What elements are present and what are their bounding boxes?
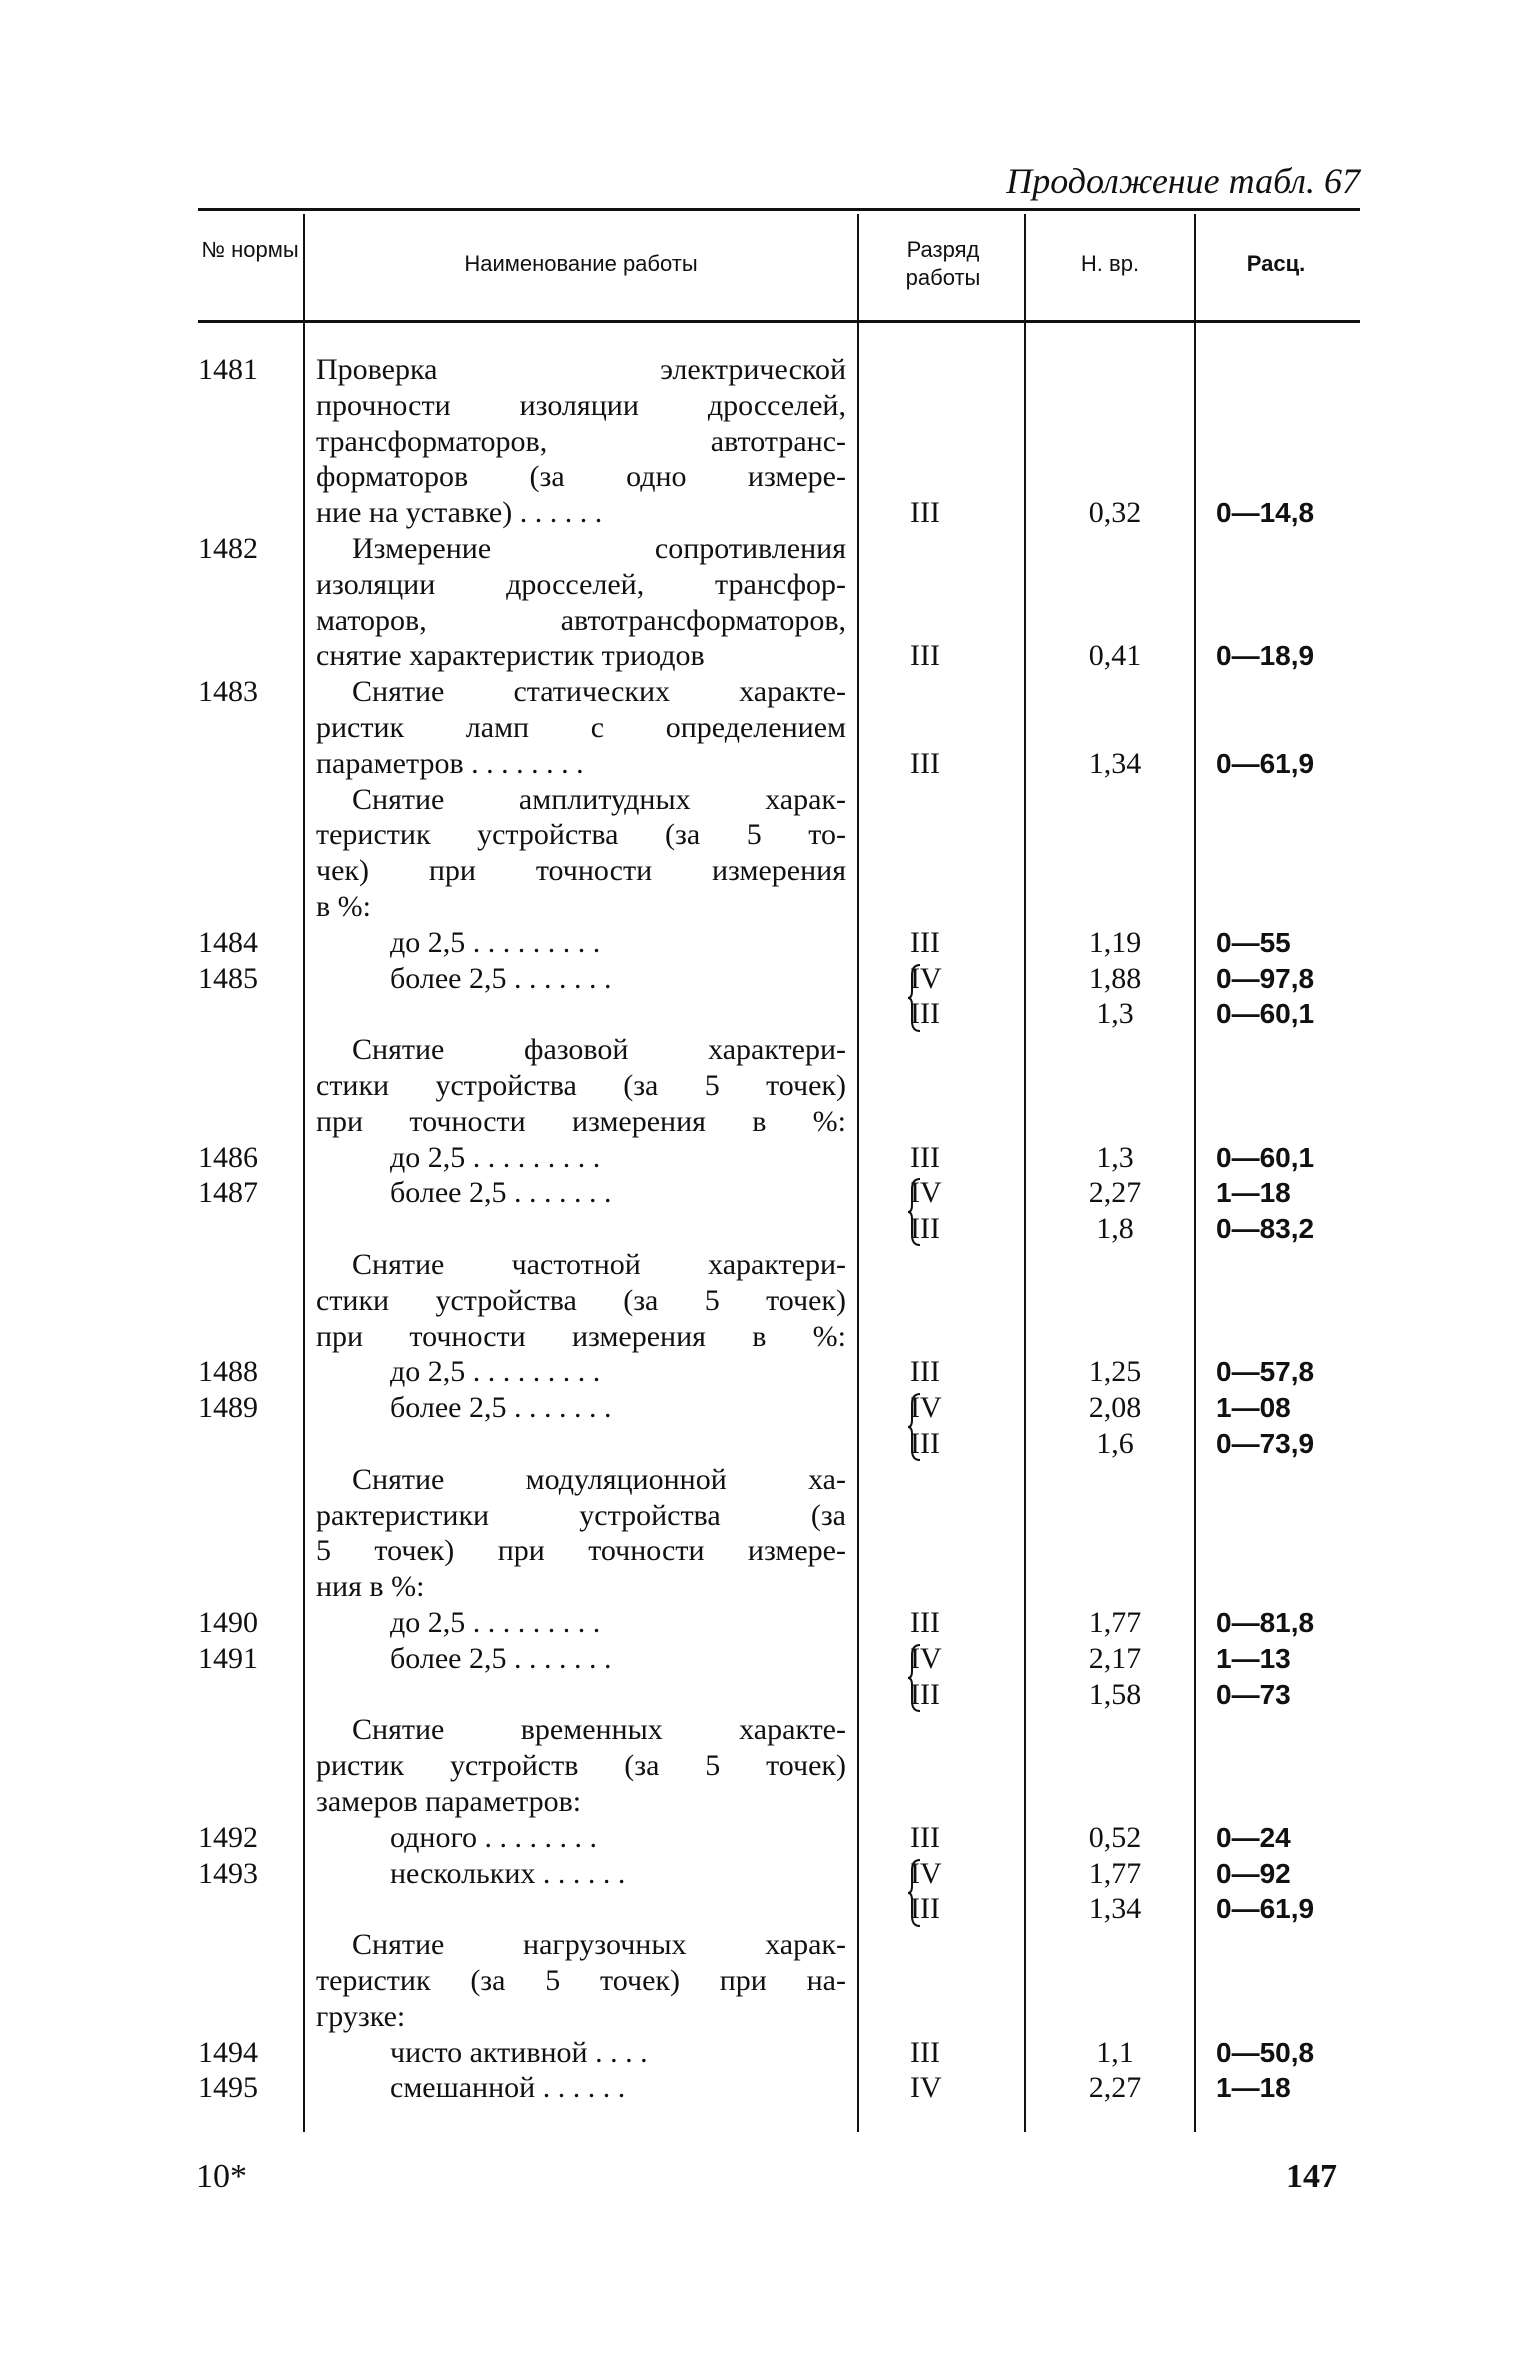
table-row (0, 1605, 1536, 1641)
row-norm-time: 1,6 (1096, 1427, 1134, 1460)
table-row (0, 1104, 1536, 1140)
row-work-name: до 2,5 . . . . . . . . . (390, 925, 601, 959)
row-work-name: Измерение сопротивления (352, 532, 846, 565)
row-work-name: параметров . . . . . . . . (316, 746, 584, 780)
table-row (0, 1354, 1536, 1390)
row-work-name: замеров параметров: (316, 1785, 582, 1818)
row-work-name: ристик устройств (за 5 точек) (316, 1749, 846, 1783)
table-row (0, 2070, 1536, 2106)
row-grade: III (910, 1677, 940, 1711)
row-work-name: маторов, автотрансформаторов, (316, 603, 846, 637)
row-norm-time: 1,1 (1096, 2035, 1134, 2069)
row-rate: 0—81,8 (1216, 1607, 1315, 1638)
row-work-name: Снятие амплитудных харак- (352, 782, 846, 816)
table-row (0, 1533, 1536, 1569)
row-work-name: снятие характеристик триодов (316, 639, 705, 673)
row-grade: III (910, 925, 940, 959)
table-row (0, 961, 1536, 997)
table-row (0, 1999, 1536, 2035)
row-norm-time: 2,27 (1088, 1176, 1142, 1210)
row-rate: 1—08 (1216, 1392, 1291, 1424)
row-norm-number: 1486 (198, 1140, 258, 1174)
row-work-name: стики устройства (за 5 точек) (316, 1283, 846, 1317)
header-col-number: № нормы (201, 237, 299, 262)
row-norm-number: 1482 (198, 532, 258, 565)
table-row (0, 1175, 1536, 1211)
header-col-pay: Расц. (1246, 251, 1306, 276)
row-work-name: грузке: (316, 1999, 406, 2033)
row-work-name: прочности изоляции дросселей, (316, 388, 846, 422)
row-grade: III (910, 1212, 940, 1246)
row-norm-time: 1,34 (1088, 746, 1142, 780)
row-work-name: до 2,5 . . . . . . . . . (390, 1355, 601, 1389)
row-work-name: трансформаторов, автотранс- (316, 424, 846, 458)
row-work-name: Снятие частотной характери- (352, 1248, 846, 1281)
table-row (0, 1677, 1536, 1713)
row-norm-time: 0,52 (1088, 1820, 1142, 1854)
row-norm-time: 2,17 (1088, 1641, 1142, 1675)
row-grade: III (910, 496, 940, 530)
table-row (0, 889, 1536, 925)
table-row (0, 674, 1536, 710)
row-norm-number: 1484 (198, 925, 258, 959)
row-norm-number: 1487 (198, 1176, 258, 1210)
table-row (0, 531, 1536, 567)
row-norm-time: 2,27 (1088, 2071, 1142, 2105)
row-grade: III (910, 639, 940, 673)
row-work-name: ристик ламп с определением (316, 711, 846, 744)
row-norm-time: 1,77 (1088, 1606, 1142, 1639)
row-work-name: Снятие статических характе- (352, 675, 846, 709)
table-row (0, 603, 1536, 639)
row-rate: 0—14,8 (1216, 497, 1315, 529)
row-norm-number: 1491 (198, 1641, 258, 1675)
row-rate: 0—92 (1216, 1857, 1291, 1889)
row-rate: 0—61,9 (1216, 1893, 1315, 1925)
row-work-name: 5 точек) при точности измере- (316, 1534, 846, 1568)
row-norm-number: 1483 (198, 675, 258, 709)
row-norm-number: 1488 (198, 1355, 258, 1389)
table-row (0, 424, 1536, 460)
row-grade: III (910, 1355, 940, 1389)
table-row (0, 782, 1536, 818)
table-row (0, 1569, 1536, 1605)
row-grade: III (910, 1427, 940, 1460)
row-grade: IV (910, 2071, 942, 2105)
row-norm-number: 1495 (198, 2071, 258, 2105)
row-grade: IV (910, 961, 942, 995)
table-row (0, 710, 1536, 746)
grade-group-brace (906, 1858, 924, 1930)
row-work-name: в %: (316, 890, 371, 923)
row-work-name: до 2,5 . . . . . . . . . (390, 1606, 601, 1639)
table-row (0, 1247, 1536, 1283)
row-grade: IV (910, 1641, 942, 1675)
table-row (0, 1426, 1536, 1462)
row-norm-time: 1,34 (1088, 1892, 1142, 1926)
row-grade: III (910, 1892, 940, 1926)
row-work-name: ние на уставке) . . . . . . (316, 496, 603, 530)
row-work-name: Снятие временных характе- (352, 1713, 846, 1747)
row-norm-time: 1,3 (1096, 1140, 1134, 1174)
table-row (0, 1856, 1536, 1892)
row-norm-time: 1,77 (1088, 1856, 1142, 1890)
grade-group-brace (906, 963, 924, 1035)
row-work-name: при точности измерения в %: (316, 1319, 846, 1353)
row-grade: IV (910, 1391, 942, 1425)
row-grade: III (910, 1606, 940, 1639)
row-rate: 0—83,2 (1216, 1213, 1315, 1245)
row-norm-number: 1493 (198, 1856, 258, 1890)
table-row (0, 1963, 1536, 1999)
row-norm-time: 1,58 (1088, 1677, 1142, 1711)
row-work-name: более 2,5 . . . . . . . (390, 1391, 612, 1425)
row-rate: 1—18 (1216, 1177, 1291, 1209)
table-row (0, 1462, 1536, 1498)
row-rate: 0—97,8 (1216, 962, 1315, 994)
grade-group-brace (906, 1392, 924, 1464)
table-row (0, 1283, 1536, 1319)
row-norm-time: 1,8 (1096, 1212, 1134, 1246)
row-work-name: теристик (за 5 точек) при на- (316, 1964, 846, 1997)
row-rate: 0—61,9 (1216, 747, 1315, 779)
row-grade: IV (910, 1856, 942, 1890)
row-grade: III (910, 1140, 940, 1174)
table-row (0, 1927, 1536, 1963)
row-rate: 0—60,1 (1216, 1141, 1315, 1173)
table-row (0, 1748, 1536, 1784)
table-row (0, 1641, 1536, 1677)
table-row (0, 817, 1536, 853)
row-rate: 1—18 (1216, 2072, 1291, 2104)
row-norm-time: 1,3 (1096, 997, 1134, 1031)
header-col-grade: Разряд работы (905, 237, 981, 290)
header-bottom-rule (198, 320, 1360, 323)
row-work-name: стики устройства (за 5 точек) (316, 1069, 846, 1102)
grade-group-brace (906, 1177, 924, 1249)
row-work-name: теристик устройства (за 5 то- (316, 818, 846, 852)
table-row (0, 1390, 1536, 1426)
row-work-name: при точности измерения в %: (316, 1104, 846, 1138)
page-signature: 10* (196, 2158, 247, 2195)
row-rate: 0—24 (1216, 1821, 1291, 1853)
row-norm-time: 1,25 (1088, 1355, 1142, 1389)
table-row (0, 567, 1536, 603)
row-norm-time: 1,88 (1088, 961, 1142, 995)
row-norm-number: 1489 (198, 1391, 258, 1425)
row-norm-time: 2,08 (1088, 1391, 1142, 1425)
table-row (0, 495, 1536, 531)
row-norm-number: 1494 (198, 2035, 258, 2069)
row-rate: 0—18,9 (1216, 640, 1315, 672)
row-grade: III (910, 997, 940, 1031)
header-col-name: Наименование работы (464, 251, 698, 276)
row-work-name: смешанной . . . . . . (390, 2071, 626, 2105)
table-row (0, 1140, 1536, 1176)
row-work-name: Проверка электрической (316, 353, 846, 386)
row-rate: 0—60,1 (1216, 998, 1315, 1030)
row-work-name: Снятие модуляционной ха- (352, 1462, 846, 1496)
row-grade: IV (910, 1176, 942, 1210)
grade-group-brace (906, 1643, 924, 1715)
row-work-name: более 2,5 . . . . . . . (390, 1641, 612, 1675)
row-work-name: чек) при точности измерения (316, 854, 846, 888)
table-row (0, 746, 1536, 782)
row-grade: III (910, 1820, 940, 1854)
table-row (0, 925, 1536, 961)
table-row (0, 1498, 1536, 1534)
header-col-hours: Н. вр. (1080, 251, 1140, 276)
row-work-name: одного . . . . . . . . (390, 1820, 598, 1854)
row-grade: III (910, 746, 940, 780)
row-norm-time: 0,41 (1088, 639, 1142, 673)
row-rate: 1—13 (1216, 1642, 1291, 1674)
table-row (0, 1820, 1536, 1856)
row-work-name: более 2,5 . . . . . . . (390, 961, 612, 995)
table-row (0, 388, 1536, 424)
row-norm-number: 1490 (198, 1606, 258, 1639)
table-row (0, 1784, 1536, 1820)
row-work-name: более 2,5 . . . . . . . (390, 1176, 612, 1210)
row-norm-time: 1,19 (1088, 925, 1142, 959)
table-row (0, 853, 1536, 889)
row-rate: 0—73,9 (1216, 1428, 1315, 1459)
table-row (0, 996, 1536, 1032)
row-rate: 0—50,8 (1216, 2036, 1315, 2068)
row-work-name: изоляции дросселей, трансфор- (316, 567, 846, 601)
row-work-name: ния в %: (316, 1570, 425, 1604)
table-row (0, 1211, 1536, 1247)
table-caption: Продолжение табл. 67 (1006, 161, 1360, 201)
row-norm-time: 0,32 (1088, 496, 1142, 530)
table-row (0, 1712, 1536, 1748)
page-number: 147 (1286, 2158, 1337, 2195)
row-grade: III (910, 2035, 940, 2069)
table-row (0, 1032, 1536, 1068)
table-row (0, 1891, 1536, 1927)
row-work-name: форматоров (за одно измере- (316, 460, 846, 494)
row-rate: 0—55 (1216, 926, 1291, 958)
row-norm-number: 1492 (198, 1820, 258, 1854)
row-work-name: рактеристики устройства (за (316, 1498, 846, 1532)
table-row (0, 1319, 1536, 1355)
row-work-name: Снятие фазовой характери- (352, 1033, 846, 1067)
row-rate: 0—73 (1216, 1678, 1291, 1710)
row-norm-number: 1485 (198, 961, 258, 995)
row-work-name: до 2,5 . . . . . . . . . (390, 1140, 601, 1174)
row-work-name: Снятие нагрузочных харак- (352, 1928, 846, 1962)
row-rate: 0—57,8 (1216, 1356, 1315, 1388)
table-row (0, 2035, 1536, 2071)
table-row (0, 352, 1536, 388)
row-work-name: чисто активной . . . . (390, 2035, 648, 2069)
row-norm-number: 1481 (198, 353, 258, 386)
header-top-rule (198, 208, 1360, 211)
table-row (0, 638, 1536, 674)
row-work-name: нескольких . . . . . . (390, 1856, 626, 1890)
table-row (0, 1068, 1536, 1104)
table-row (0, 459, 1536, 495)
